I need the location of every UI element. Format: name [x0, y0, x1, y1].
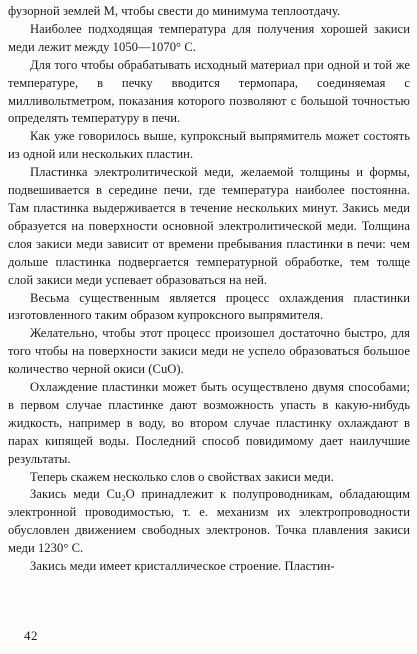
paragraph-crystal: Закись меди имеет кристаллическое строение. Пластин-	[30, 559, 335, 574]
paragraph-copper-plate: Пластинка электролитической меди, желаемой толщины и формы, подвешивается в середине печи, где температура наиболее постоянна. Там пластинка выдерживается в течение нескольких минут. Закись меди образуется на поверхности основной электролитической меди. Толщина слоя закиси меди зависит от времени пребывания пластинки в печи: чем дольше пластинка подвергается температурной обработке, тем толще слой закиси меди успевает образоваться на ней.	[8, 165, 410, 287]
paragraph-semiconductor: Закись меди Cu₂O принадлежит к полупроводникам, обладающим электронной проводимостью, т. е. механизм их электропроводности обусловлен движением свободных электронов. Точка плавления закиси меди 1230° С.	[8, 487, 410, 556]
page-number: 42	[24, 628, 38, 643]
paragraph-cooling-importance: Весьма существенным является процесс охлаждения пластинки изготовленного таким образом купроксного выпрямителя.	[8, 290, 410, 323]
paragraph-thermocouple: Для того чтобы обрабатывать исходный материал при одной и той же температуре, в печку вводится термопара, соединяемая с милливольтметром, показания которого позволяют с большой точностью определять температуру в печи.	[8, 57, 410, 126]
paragraph-cooling-methods: Охлаждение пластинки может быть осуществлено двумя способами; в первом случае пластинке дают возможность упасть в какую-нибудь жидкость, например в воду, во втором случае пластинку охлаждают в парах кипящей воды. Последний способ повидимому дает наилучшие результаты.	[8, 380, 410, 466]
paragraph-fast-cooling: Желательно, чтобы этот процесс произошел достаточно быстро, для того чтобы на поверхности закиси меди не успело образоваться большое количество черной окиси (CuO).	[8, 326, 410, 377]
paragraph-rectifier: Как уже говорилось выше, купроксный выпрямитель может состоять из одной или нескольких пластин.	[8, 129, 410, 162]
paragraph-continued: фузорной землей M, чтобы свести до минимума теплоотдачу.	[8, 4, 341, 18]
body-text	[8, 3, 410, 576]
paragraph-temperature: Наиболее подходящая температура для получения хорошей закиси меди лежит между 1050—1070° С.	[8, 21, 410, 54]
paragraph-properties-intro: Теперь скажем несколько слов о свойствах закиси меди.	[30, 469, 334, 484]
